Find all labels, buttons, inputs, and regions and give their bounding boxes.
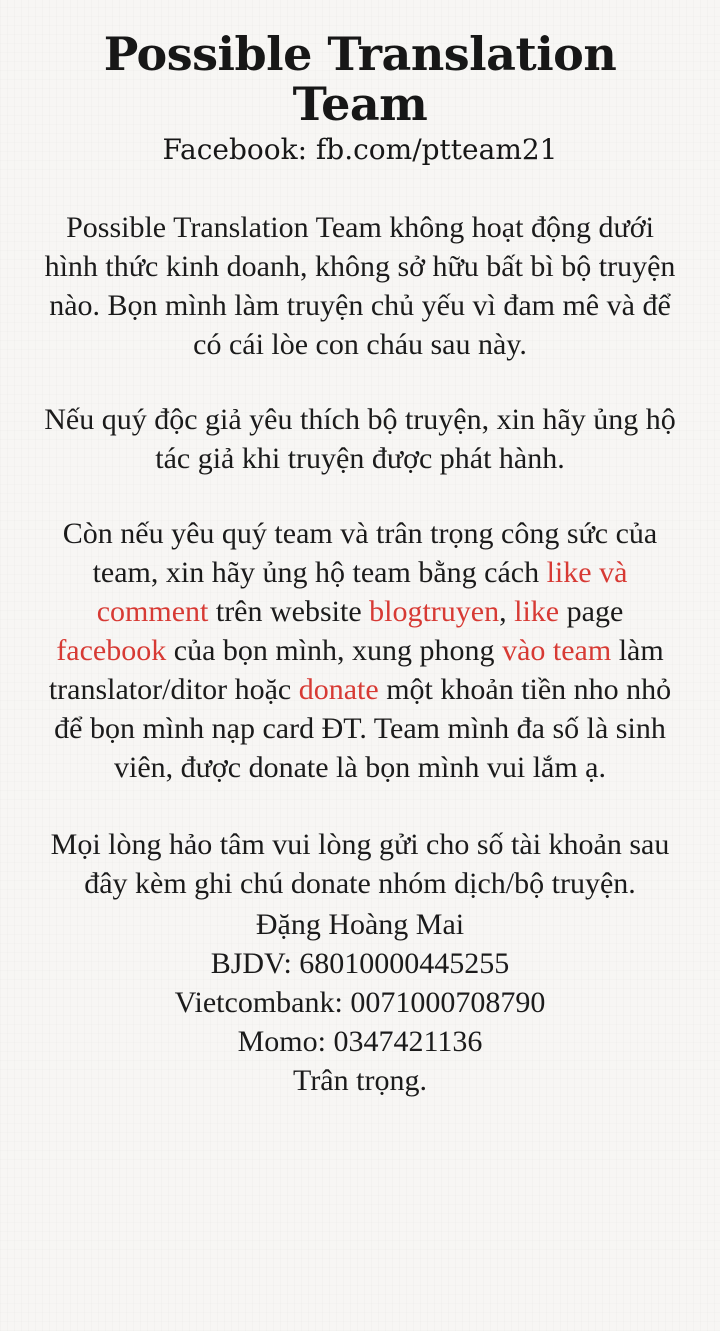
support-text-1: Còn nếu yêu quý team và trân trọng công sức của team, xin hãy ủng hộ team bằng cách bbox=[62, 517, 658, 590]
paragraph-support-team bbox=[36, 514, 684, 787]
highlight-donate: donate bbox=[298, 673, 379, 707]
highlight-like: like bbox=[514, 595, 560, 629]
support-text-2: trên website bbox=[208, 595, 370, 629]
bank-momo: Momo: 0347421136 bbox=[237, 1025, 483, 1059]
support-text-5: của bọn mình, xung phong bbox=[166, 634, 503, 668]
support-text-7: một khoản tiền nho nhỏ để bọn mình nạp card ĐT. Team mình đa số là sinh viên, được donate là bọn mình vui lắm ạ. bbox=[54, 673, 672, 785]
highlight-facebook: facebook bbox=[56, 634, 167, 668]
closing-text: Trân trọng. bbox=[293, 1064, 427, 1098]
support-text-3: , bbox=[499, 595, 515, 629]
bank-bidv: BJDV: 68010000445255 bbox=[210, 947, 510, 981]
highlight-blogtruyen: blogtruyen bbox=[369, 595, 500, 629]
bank-vietcombank: Vietcombank: 0071000708790 bbox=[174, 986, 546, 1020]
paragraph-about: Possible Translation Team không hoạt động dưới hình thức kinh doanh, không sở hữu bất bì bộ truyện nào. Bọn mình làm truyện chủ yếu vì đam mê và để có cái lòe con cháu sau này. bbox=[44, 211, 676, 362]
paragraph-donation-note: Mọi lòng hảo tâm vui lòng gửi cho số tài khoản sau đây kèm ghi chú donate nhóm dịch/bộ truyện. bbox=[50, 828, 670, 901]
paragraph-support-author: Nếu quý độc giả yêu thích bộ truyện, xin hãy ủng hộ tác giả khi truyện được phát hành. bbox=[44, 403, 676, 476]
page-title: Possible Translation Team bbox=[103, 27, 617, 131]
highlight-vao-team: vào team bbox=[502, 634, 612, 668]
highlight-like-comment: like và comment bbox=[96, 556, 628, 629]
bank-details bbox=[36, 905, 684, 1061]
support-text-6: làm translator/ditor hoặc bbox=[48, 634, 664, 707]
bank-account-holder: Đặng Hoàng Mai bbox=[255, 908, 465, 942]
support-text-4: page bbox=[559, 595, 624, 629]
facebook-subtitle: Facebook: fb.com/ptteam21 bbox=[162, 133, 558, 167]
